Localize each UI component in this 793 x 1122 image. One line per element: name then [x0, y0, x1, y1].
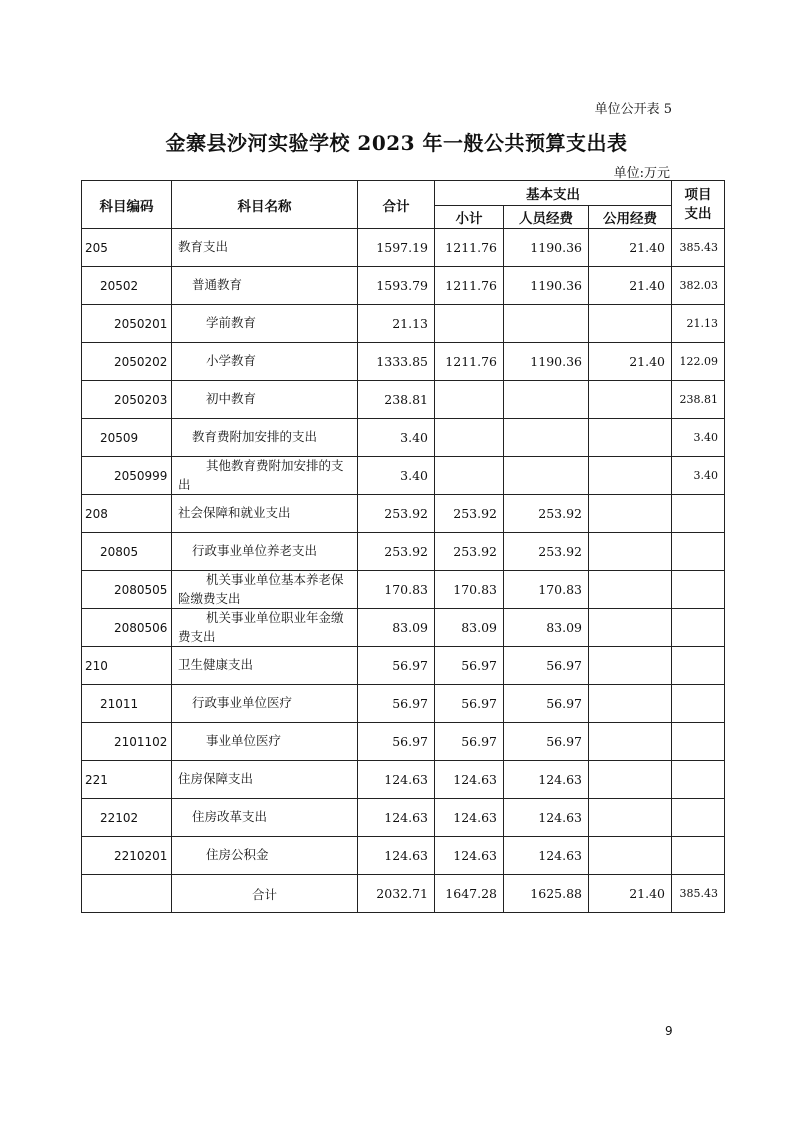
cell-name: 机关事业单位职业年金缴费支出: [172, 609, 358, 647]
cell-total: 1333.85: [358, 343, 435, 381]
cell-subtotal: [435, 305, 504, 343]
cell-total: 1593.79: [358, 267, 435, 305]
cell-personnel: 253.92: [504, 533, 589, 571]
cell-name: 教育支出: [172, 229, 358, 267]
header-project: 项目支出: [672, 181, 725, 229]
cell-subtotal: 56.97: [435, 723, 504, 761]
header-row: [82, 181, 725, 206]
cell-code: 2080506: [82, 609, 172, 647]
cell-total: 1597.19: [358, 229, 435, 267]
cell-subtotal: 56.97: [435, 685, 504, 723]
header-code: 科目编码: [82, 181, 172, 229]
cell-project: [672, 761, 725, 799]
cell-personnel: 56.97: [504, 647, 589, 685]
cell-code: 210: [82, 647, 172, 685]
cell-public: [589, 647, 672, 685]
table-row: [82, 571, 725, 609]
cell-total: 3.40: [358, 457, 435, 495]
table-row: [82, 381, 725, 419]
table-row: [82, 799, 725, 837]
cell-name: 小学教育: [172, 343, 358, 381]
cell-code: 2050202: [82, 343, 172, 381]
cell-subtotal: 1647.28: [435, 875, 504, 913]
cell-personnel: [504, 305, 589, 343]
cell-project: [672, 495, 725, 533]
cell-name: 社会保障和就业支出: [172, 495, 358, 533]
cell-name: 卫生健康支出: [172, 647, 358, 685]
cell-project: [672, 837, 725, 875]
cell-total: 56.97: [358, 647, 435, 685]
cell-public: [589, 723, 672, 761]
cell-subtotal: 1211.76: [435, 229, 504, 267]
unit-label: 单位:万元: [613, 166, 670, 181]
cell-project: 238.81: [672, 381, 725, 419]
cell-project: [672, 647, 725, 685]
table-row: [82, 457, 725, 495]
cell-personnel: 56.97: [504, 723, 589, 761]
cell-name: 学前教育: [172, 305, 358, 343]
cell-total: 170.83: [358, 571, 435, 609]
document-title: 金寨县沙河实验学校 2023 年一般公共预算支出表: [165, 131, 628, 155]
table-row: [82, 685, 725, 723]
cell-personnel: 83.09: [504, 609, 589, 647]
cell-personnel: 253.92: [504, 495, 589, 533]
cell-public: [589, 609, 672, 647]
cell-personnel: 124.63: [504, 837, 589, 875]
cell-personnel: 170.83: [504, 571, 589, 609]
cell-name: 行政事业单位医疗: [172, 685, 358, 723]
cell-code-empty: [82, 875, 172, 913]
cell-personnel: 1190.36: [504, 343, 589, 381]
table-row: [82, 419, 725, 457]
cell-total: 2032.71: [358, 875, 435, 913]
cell-project: [672, 685, 725, 723]
table-row: [82, 343, 725, 381]
cell-total: 3.40: [358, 419, 435, 457]
header-public: 公用经费: [589, 206, 672, 229]
cell-personnel: 1625.88: [504, 875, 589, 913]
cell-total: 124.63: [358, 837, 435, 875]
cell-code: 2050999: [82, 457, 172, 495]
cell-project: [672, 571, 725, 609]
cell-name: 行政事业单位养老支出: [172, 533, 358, 571]
header-subtotal: 小计: [435, 206, 504, 229]
cell-subtotal: 83.09: [435, 609, 504, 647]
table-row: [82, 647, 725, 685]
cell-personnel: 1190.36: [504, 229, 589, 267]
total-label: 合计: [172, 875, 358, 913]
header-basic: 基本支出: [435, 181, 672, 206]
cell-subtotal: 56.97: [435, 647, 504, 685]
table-row: [82, 267, 725, 305]
cell-personnel: 124.63: [504, 761, 589, 799]
cell-total: 21.13: [358, 305, 435, 343]
cell-code: 2050201: [82, 305, 172, 343]
total-row: [82, 875, 725, 913]
cell-project: 21.13: [672, 305, 725, 343]
cell-name: 教育费附加安排的支出: [172, 419, 358, 457]
cell-subtotal: 1211.76: [435, 343, 504, 381]
cell-code: 221: [82, 761, 172, 799]
cell-total: 124.63: [358, 799, 435, 837]
cell-public: [589, 305, 672, 343]
cell-name: 普通教育: [172, 267, 358, 305]
cell-project: 122.09: [672, 343, 725, 381]
cell-public: [589, 457, 672, 495]
cell-name: 住房公积金: [172, 837, 358, 875]
cell-public: [589, 761, 672, 799]
cell-code: 2050203: [82, 381, 172, 419]
cell-subtotal: [435, 381, 504, 419]
cell-public: [589, 685, 672, 723]
cell-public: 21.40: [589, 229, 672, 267]
cell-personnel: 56.97: [504, 685, 589, 723]
cell-public: [589, 837, 672, 875]
cell-personnel: 1190.36: [504, 267, 589, 305]
table-row: [82, 533, 725, 571]
cell-code: 205: [82, 229, 172, 267]
cell-project: 385.43: [672, 875, 725, 913]
cell-personnel: [504, 419, 589, 457]
cell-code: 20805: [82, 533, 172, 571]
cell-code: 20509: [82, 419, 172, 457]
table-row: [82, 495, 725, 533]
cell-subtotal: 170.83: [435, 571, 504, 609]
cell-total: 253.92: [358, 533, 435, 571]
cell-subtotal: [435, 419, 504, 457]
table-row: [82, 229, 725, 267]
table-row: [82, 609, 725, 647]
cell-code: 208: [82, 495, 172, 533]
table-body: [82, 229, 725, 913]
cell-name: 初中教育: [172, 381, 358, 419]
cell-project: [672, 609, 725, 647]
cell-name: 事业单位医疗: [172, 723, 358, 761]
cell-subtotal: 124.63: [435, 837, 504, 875]
cell-code: 22102: [82, 799, 172, 837]
table-row: [82, 723, 725, 761]
cell-subtotal: [435, 457, 504, 495]
cell-total: 56.97: [358, 723, 435, 761]
cell-public: 21.40: [589, 875, 672, 913]
cell-total: 238.81: [358, 381, 435, 419]
cell-subtotal: 124.63: [435, 799, 504, 837]
cell-project: 382.03: [672, 267, 725, 305]
table-row: [82, 761, 725, 799]
cell-name: 住房改革支出: [172, 799, 358, 837]
cell-project: [672, 723, 725, 761]
cell-public: [589, 533, 672, 571]
cell-code: 21011: [82, 685, 172, 723]
cell-code: 2101102: [82, 723, 172, 761]
cell-code: 20502: [82, 267, 172, 305]
cell-personnel: 124.63: [504, 799, 589, 837]
cell-public: [589, 799, 672, 837]
budget-table: [81, 180, 725, 913]
cell-name: 机关事业单位基本养老保险缴费支出: [172, 571, 358, 609]
cell-total: 83.09: [358, 609, 435, 647]
header-name: 科目名称: [172, 181, 358, 229]
table-row: [82, 305, 725, 343]
cell-name: 其他教育费附加安排的支出: [172, 457, 358, 495]
cell-code: 2210201: [82, 837, 172, 875]
cell-project: [672, 799, 725, 837]
cell-project: 385.43: [672, 229, 725, 267]
cell-public: 21.40: [589, 343, 672, 381]
cell-project: 3.40: [672, 457, 725, 495]
cell-personnel: [504, 381, 589, 419]
cell-subtotal: 253.92: [435, 533, 504, 571]
cell-code: 2080505: [82, 571, 172, 609]
header-personnel: 人员经费: [504, 206, 589, 229]
cell-public: [589, 419, 672, 457]
table-row: [82, 837, 725, 875]
cell-total: 253.92: [358, 495, 435, 533]
cell-project: 3.40: [672, 419, 725, 457]
cell-total: 56.97: [358, 685, 435, 723]
page-number: 9: [665, 1024, 673, 1038]
cell-personnel: [504, 457, 589, 495]
table-number-label: 单位公开表 5: [594, 102, 672, 117]
cell-subtotal: 124.63: [435, 761, 504, 799]
cell-project: [672, 533, 725, 571]
cell-subtotal: 253.92: [435, 495, 504, 533]
cell-name: 住房保障支出: [172, 761, 358, 799]
cell-public: [589, 571, 672, 609]
cell-public: [589, 381, 672, 419]
cell-total: 124.63: [358, 761, 435, 799]
cell-public: 21.40: [589, 267, 672, 305]
cell-public: [589, 495, 672, 533]
header-total: 合计: [358, 181, 435, 229]
cell-subtotal: 1211.76: [435, 267, 504, 305]
